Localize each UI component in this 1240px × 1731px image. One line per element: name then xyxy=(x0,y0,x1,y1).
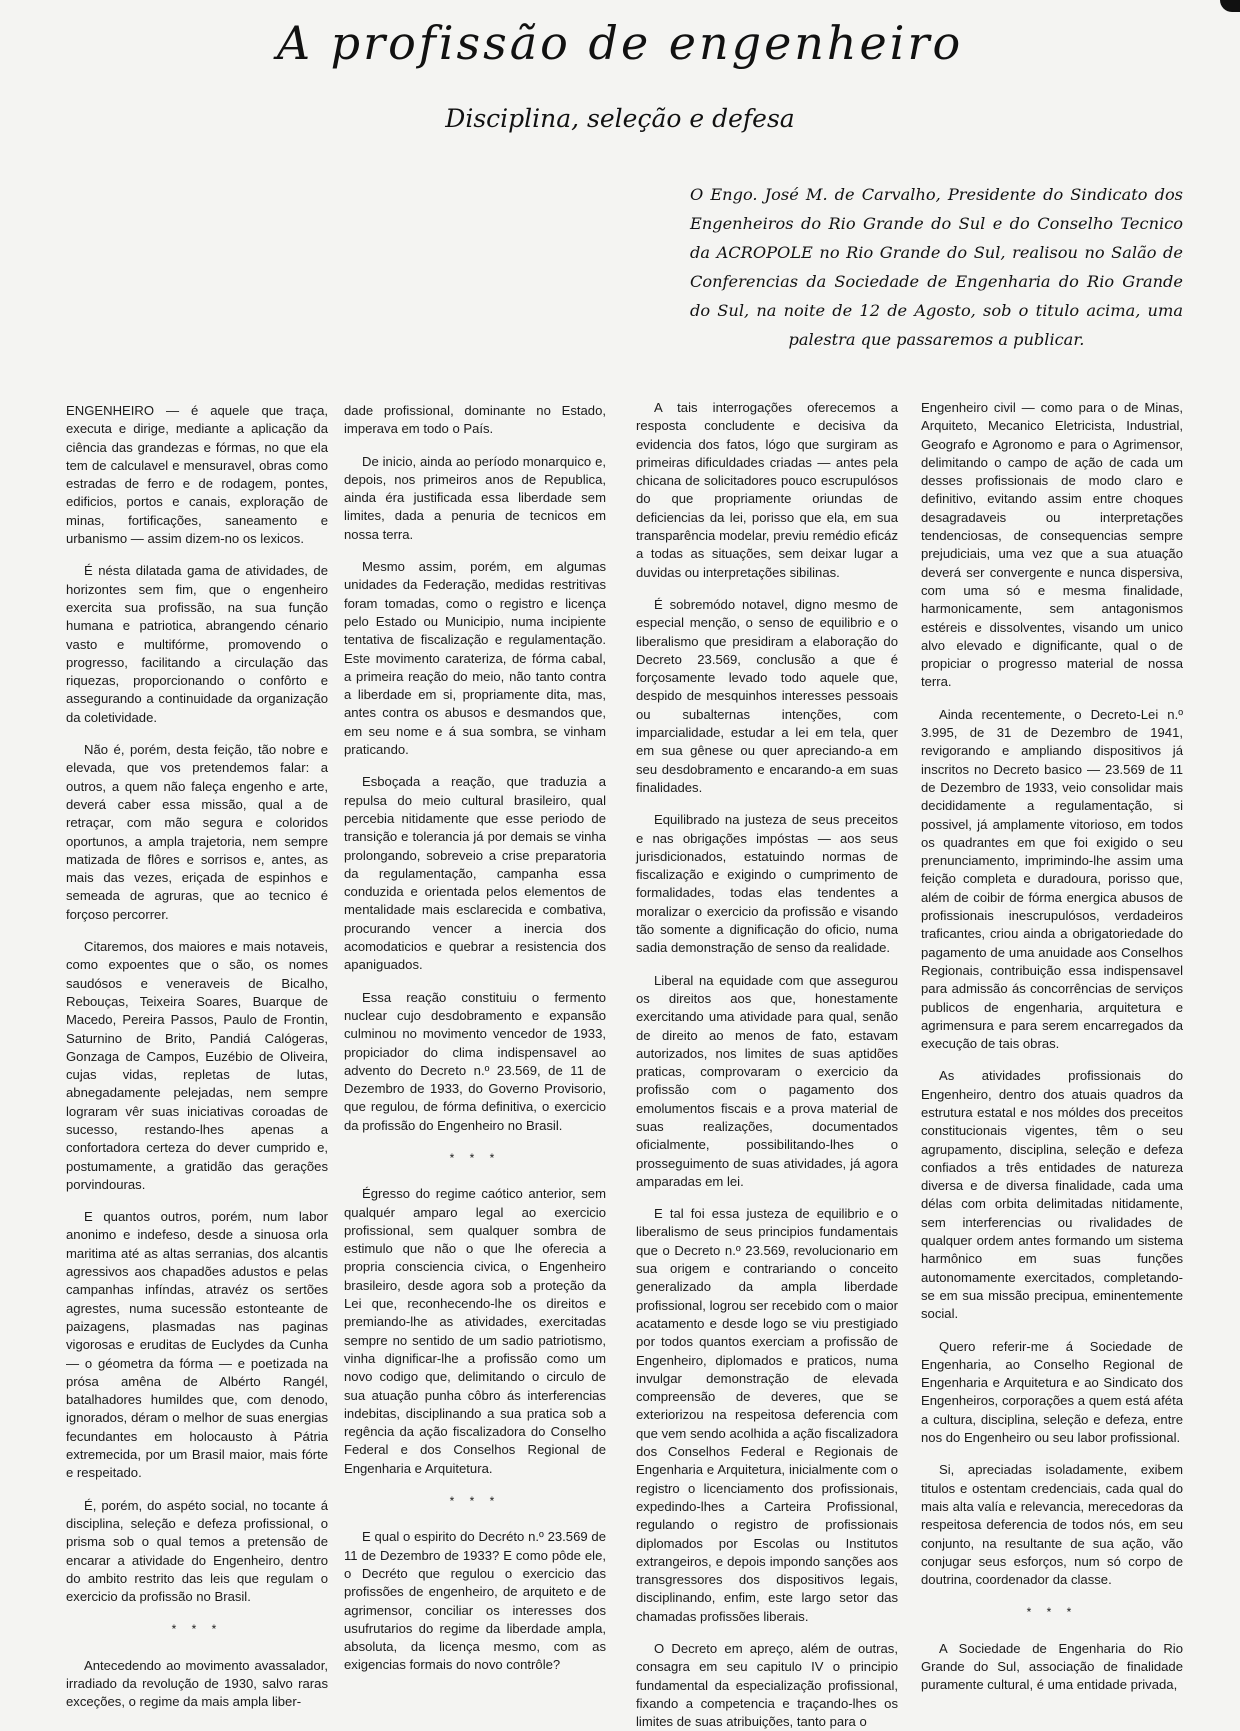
paragraph: E qual o espirito do Decréto n.º 23.569 de 11 de Dezembro de 1933? E como pôde ele, o Decréto que regulou o exercicio das profissões de engenheiro, de arquiteto e de agrimensor, conciliar os interesses dos usufrutarios do regime da liberdade ampla, absoluta, da licença mesmo, com as exigencias formais do novo contrôle? xyxy=(344,1529,606,1673)
paragraph: Ainda recentemente, o Decreto-Lei n.º 3.995, de 31 de Dezembro de 1941, revigorando e ampliando dispositivos já inscritos no Decreto basico — 23.569 de 11 de Dezembro de 1933, veio consolidar mais decididamente a regulamentação, si possivel, já amplamente vitorioso, em todos os quadrantes em que foi exigido o seu prenunciamento, imprimindo-lhe assim uma feição completa e duradoura, porisso que, além de coibir de fórma energica abusos de profissionais inescrupulósos, verdadeiros traficantes, criou ainda a obrigatoriedade do pagamento de uma anuidade aos Conselhos Regionais, contribuição essa indispensavel para admissão ás concorrências de serviços publicos de engenharia, arquitetura e agrimensura e para serem encarregados da execução de tais obras. xyxy=(921,706,1183,1052)
paragraph: Liberal na equidade com que assegurou os direitos aos que, honestamente exercitando uma atividade para qual, senão de direito ao menos de fato, estavam autorizados, nos limites de suas aptidões praticas, comprovaram o exercicio da profissão com o pagamento dos emolumentos fiscais e a prova material de suas realizações, documentados oficialmente, possibilitando-lhes o prosseguimento de suas atividades, já agora amparadas em lei. xyxy=(636,972,898,1189)
article-title: A profissão de engenheiro xyxy=(276,16,964,70)
paragraph: Égresso do regime caótico anterior, sem qualquér amparo legal ao exercicio profissional, sem qualquer sombra de estimulo que não o que lhe oferecia a propria consciencia civica, o Engenheiro brasileiro, desde agora sob a proteção da Lei que, reconhecendo-lhe os direitos e premiando-lhe as atividades, exercitadas sempre no sentido de um sadio patriotismo, vinha dignificar-lhe a profissão como um novo codigo que, delimitando o circulo de sua atuação punha côbro ás interferencias indebitas, disciplinando a sua pratica sob a regência da ação fiscalizadora do Conselho Federal e dos Conselhos Regional de Engenharia e Arquitetura. xyxy=(344,1186,606,1476)
corner-mark xyxy=(1220,0,1240,12)
column-4 xyxy=(921,399,1183,1699)
column-1 xyxy=(66,402,328,1710)
section-separator: * * * xyxy=(449,1494,501,1509)
paragraph: Esboçada a reação, que traduzia a repulsa do meio cultural brasileiro, qual percebia nitidamente que esse periodo de transição e tolerancia já por demais se vinha prolongando, sobreveio a crise preparatoria da regulamentação, campanha essa conduzida e orientada pelos elementos de mentalidade mais esclarecida e combativa, procurando vencer a inercia dos acomodaticios e quebrar a resistencia dos apaniguados. xyxy=(344,774,606,973)
paragraph: Não é, porém, desta feição, tão nobre e elevada, que vos pretendemos falar: a outros, a quem não faleça engenho e arte, deverá caber essa missão, qual a de retraçar, com mão segura e coloridos oportunos, a ampla trajetoria, nem sempre matizada de flôres e sorrisos e, antes, as mais das vezes, eriçada de espinhos e semeada de agruras, que ao tecnico é forçoso percorrer. xyxy=(66,742,328,922)
paragraph: E tal foi essa justeza de equilibrio e o liberalismo de seus principios fundamentais que o Decreto n.º 23.569, revolucionario em sua origem e contrariando o conceito generalizado da ampla liberdade profissional, logrou ser recebido com o maior acatamento e desde logo se viu prestigiado por todos quantos exerciam a profissão de Engenheiro, diplomados e praticos, numa invulgar demonstração de elevada compreensão de deveres, que se exteriorizou na respeitosa deferencia com que vem sendo acolhida a ação fiscalizadora dos Conselhos Federal e Regionais de Engenharia e Arquitetura, inicialmente com o registro o licenciamento dos profissionais, expedindo-lhes a Carteira Profissional, regulando o registro de profissionais diplomados por Escolas ou Institutos extrangeiros, e depois impondo sanções aos transgressores dos dispositivos legais, disciplinando, enfim, este largo setor das chamadas profissões liberais. xyxy=(636,1206,898,1624)
paragraph: dade profissional, dominante no Estado, imperava em todo o País. xyxy=(344,403,606,437)
section-separator: * * * xyxy=(171,1622,223,1637)
paragraph: Si, apreciadas isoladamente, exibem titulos e ostentam credenciais, cada qual do mais alta valía e relevancia, merecedoras da respeitosa deferencia de todos nós, em seu conjunto, na resultante de sua ação, vão conjugar seus esforços, num só corpo de doutrina, coordenador da classe. xyxy=(921,1462,1183,1588)
paragraph: E quantos outros, porém, num labor anonimo e indefeso, desde a sinuosa orla maritima até as altas serranias, dos alcantis agressivos aos chapadões adustos e pelas campanhas infíndas, atravéz os sertões agrestes, numa sucessão estonteante de paizagens, plasmadas nas paginas vigorosas e eruditas de Euclydes da Cunha — o géometra da fórma — e poetizada na prósa amêna de Albérto Rangél, batalhadores humildes que, com denodo, ignorados, déram o melhor de suas energias fecundantes em holocausto à Pátria extremecida, por um Brasil maior, mais fórte e respeitado. xyxy=(66,1209,328,1481)
paragraph: A Sociedade de Engenharia do Rio Grande do Sul, associação de finalidade puramente cultural, é uma entidade privada, xyxy=(921,1640,1183,1693)
paragraph: Antecedendo ao movimento avassalador, irradiado da revolução de 1930, salvo raras exceções, o regime da mais ampla liber- xyxy=(66,1657,328,1710)
paragraph: Mesmo assim, porém, em algumas unidades da Federação, medidas restritivas foram tomadas, como o registro e licença pelo Estado ou Municipio, numa incipiente tentativa de fiscalização e regulamentação. Este movimento carateriza, de fórma cabal, a primeira reação do meio, não tanto contra a liberdade em si, propriamente dita, mas, antes contra os abusos e desmandos que, em seu nome e á sua sombra, se vinham praticando. xyxy=(344,559,606,758)
section-separator: * * * xyxy=(449,1150,501,1165)
paragraph: A tais interrogações oferecemos a resposta concludente e decisiva da evidencia dos fatos, lógo que surgiram as primeiras dificuldades criadas — antes pela chicana de solicitadores pouco escrupulósos do que propriamente oriundas de deficiencias da lei, porisso que ela, em sua transparência modelar, previu remédio eficáz a todas as situações, sem deixar lugar a duvidas ou interpretações sibilinas. xyxy=(636,400,898,580)
paragraph: O Decreto em apreço, além de outras, consagra em seu capitulo IV o principio fundamental da especialização profissional, fixando a competencia e traçando-lhes os limites de suas atribuições, tanto para o xyxy=(636,1641,898,1730)
paragraph: É nésta dilatada gama de atividades, de horizontes sem fim, que o engenheiro exercita sua profissão, na sua função humana e patriotica, abrangendo cénario vasto e multifórme, promovendo o progresso, facilitando a circulação das riquezas, proporcionando o confôrto e assegurando a continuidade da organização da coletividade. xyxy=(66,563,328,725)
column-3 xyxy=(636,399,898,1730)
article-subtitle: Disciplina, seleção e defesa xyxy=(445,104,795,133)
paragraph: As atividades profissionais do Engenheiro, dentro dos atuais quadros da estrutura estatal e nos móldes dos preceitos constitucionais vigentes, têm o seu agrupamento, disciplina, seleção e defeza confiados a três entidades de natureza diversa e de diversa finalidade, cada uma délas com orbita delimitadas nitidamente, sem interferencias ou rivalidades de qualquer ordem antes formando um sistema harmônico em suas funções autonomamente exercitados, completando-se em sua missão precipua, eminentemente social. xyxy=(921,1068,1183,1322)
paragraph: De inicio, ainda ao período monarquico e, depois, nos primeiros anos de Republica, ainda éra justificada essa liberdade sem limites, dada a penuria de tecnicos em nossa terra. xyxy=(344,453,606,542)
paragraph: Essa reação constituiu o fermento nuclear cujo desdobramento e expansão culminou no movimento vencedor de 1933, propiciador do clima indispensavel ao advento do Decreto n.º 23.569, de 11 de Dezembro de 1933, do Governo Provisorio, que regulou, de fórma definitiva, o exercicio da profissão do Engenheiro no Brasil. xyxy=(344,989,606,1133)
paragraph: É sobremódo notavel, digno mesmo de especial menção, o senso de equilibrio e o liberalismo que presidiram a elaboração do Decreto 23.569, conclusão a que é forçosamente levado todo aquele que, despido de mesquinhos interesses pessoais ou subalternas intenções, com imparcialidade, estudar a lei em tela, quer em sua gênese ou quer apreciando-a em seu desdobramento e encarando-a em suas finalidades. xyxy=(636,596,898,795)
paragraph: É, porém, do aspéto social, no tocante á disciplina, seleção e defeza profissional, o prisma sob o qual temos a pretensão de encarar a atividade do Engenheiro, dentro do ambito restrito das leis que regulam o exercicio da profissão no Brasil. xyxy=(66,1497,328,1605)
paragraph: Equilibrado na justeza de seus preceitos e nas obrigações impóstas — aos seus jurisdicionados, estatuindo normas de fiscalização e exigindo o cumprimento de formalidades, todas elas tendentes a moralizar o exercicio da profissão e visando tão somente a dignificação do oficio, numa sadia demonstração de senso da realidade. xyxy=(636,812,898,956)
paragraph: Engenheiro civil — como para o de Minas, Arquiteto, Mecanico Eletricista, Industrial, Geografo e Agronomo e para o Agrimensor, delimitando o campo de ação de cada um desses profissionais de modo claro e definitivo, evitando assim entre choques desagradaveis ou interpretações tendenciosas, de consequencias sempre prejudiciais, uma vez que a sua atuação deverá ser convergente e nunca dispersiva, com uma só e mesma finalidade, harmonicamente, sem antagonismos estéreis e dissolventes, visando um unico alvo elevado e dignificante, qual o de propiciar o progresso material de nossa terra. xyxy=(921,400,1183,690)
paragraph: ENGENHEIRO — é aquele que traça, executa e dirige, mediante a aplicação da ciência das grandezas e fórmas, no que ela tem de calculavel e mensuravel, obras como estradas de ferro e de rodagem, pontes, edificios, portos e canais, exploração de minas, fortificações, saneamento e urbanismo — assim dizem-no os lexicos. xyxy=(66,403,328,547)
paragraph: Citaremos, dos maiores e mais notaveis, como expoentes que o são, os nomes saudósos e veneraveis de Bicalho, Rebouças, Teixeira Soares, Buarque de Macedo, Pereira Passos, Paulo de Frontin, Saturnino de Brito, Pandiá Calógeras, Gonzaga de Campos, Euzébio de Oliveira, cujas vidas, repletas de lutas, abnegadamente pelejadas, nem sempre lograram vêr suas iniciativas coroadas de sucesso, restando-lhes apenas a confortadora certeza do dever cumprido e, postumamente, a gratidão das gerações porvindouras. xyxy=(66,939,328,1192)
paragraph: Quero referir-me á Sociedade de Engenharia, ao Conselho Regional de Engenharia e Arquitetura e ao Sindicato dos Engenheiros, corporações a quem está aféta a cultura, disciplina, seleção e defeza, entre nos do Engenheiro ou seu labor profissional. xyxy=(921,1338,1183,1446)
column-2 xyxy=(344,402,606,1702)
article-intro: O Engo. José M. de Carvalho, Presidente do Sindicato dos Engenheiros do Rio Grande do Sul e do Conselho Tecnico da ACROPOLE no Rio Grande do Sul, realisou no Salão de Conferencias da Sociedade de Engenharia do Rio Grande do Sul, na noite de 12 de Agosto, sob o titulo acima, uma palestra que passaremos a publicar. xyxy=(690,185,1183,349)
section-separator: * * * xyxy=(1026,1605,1078,1620)
